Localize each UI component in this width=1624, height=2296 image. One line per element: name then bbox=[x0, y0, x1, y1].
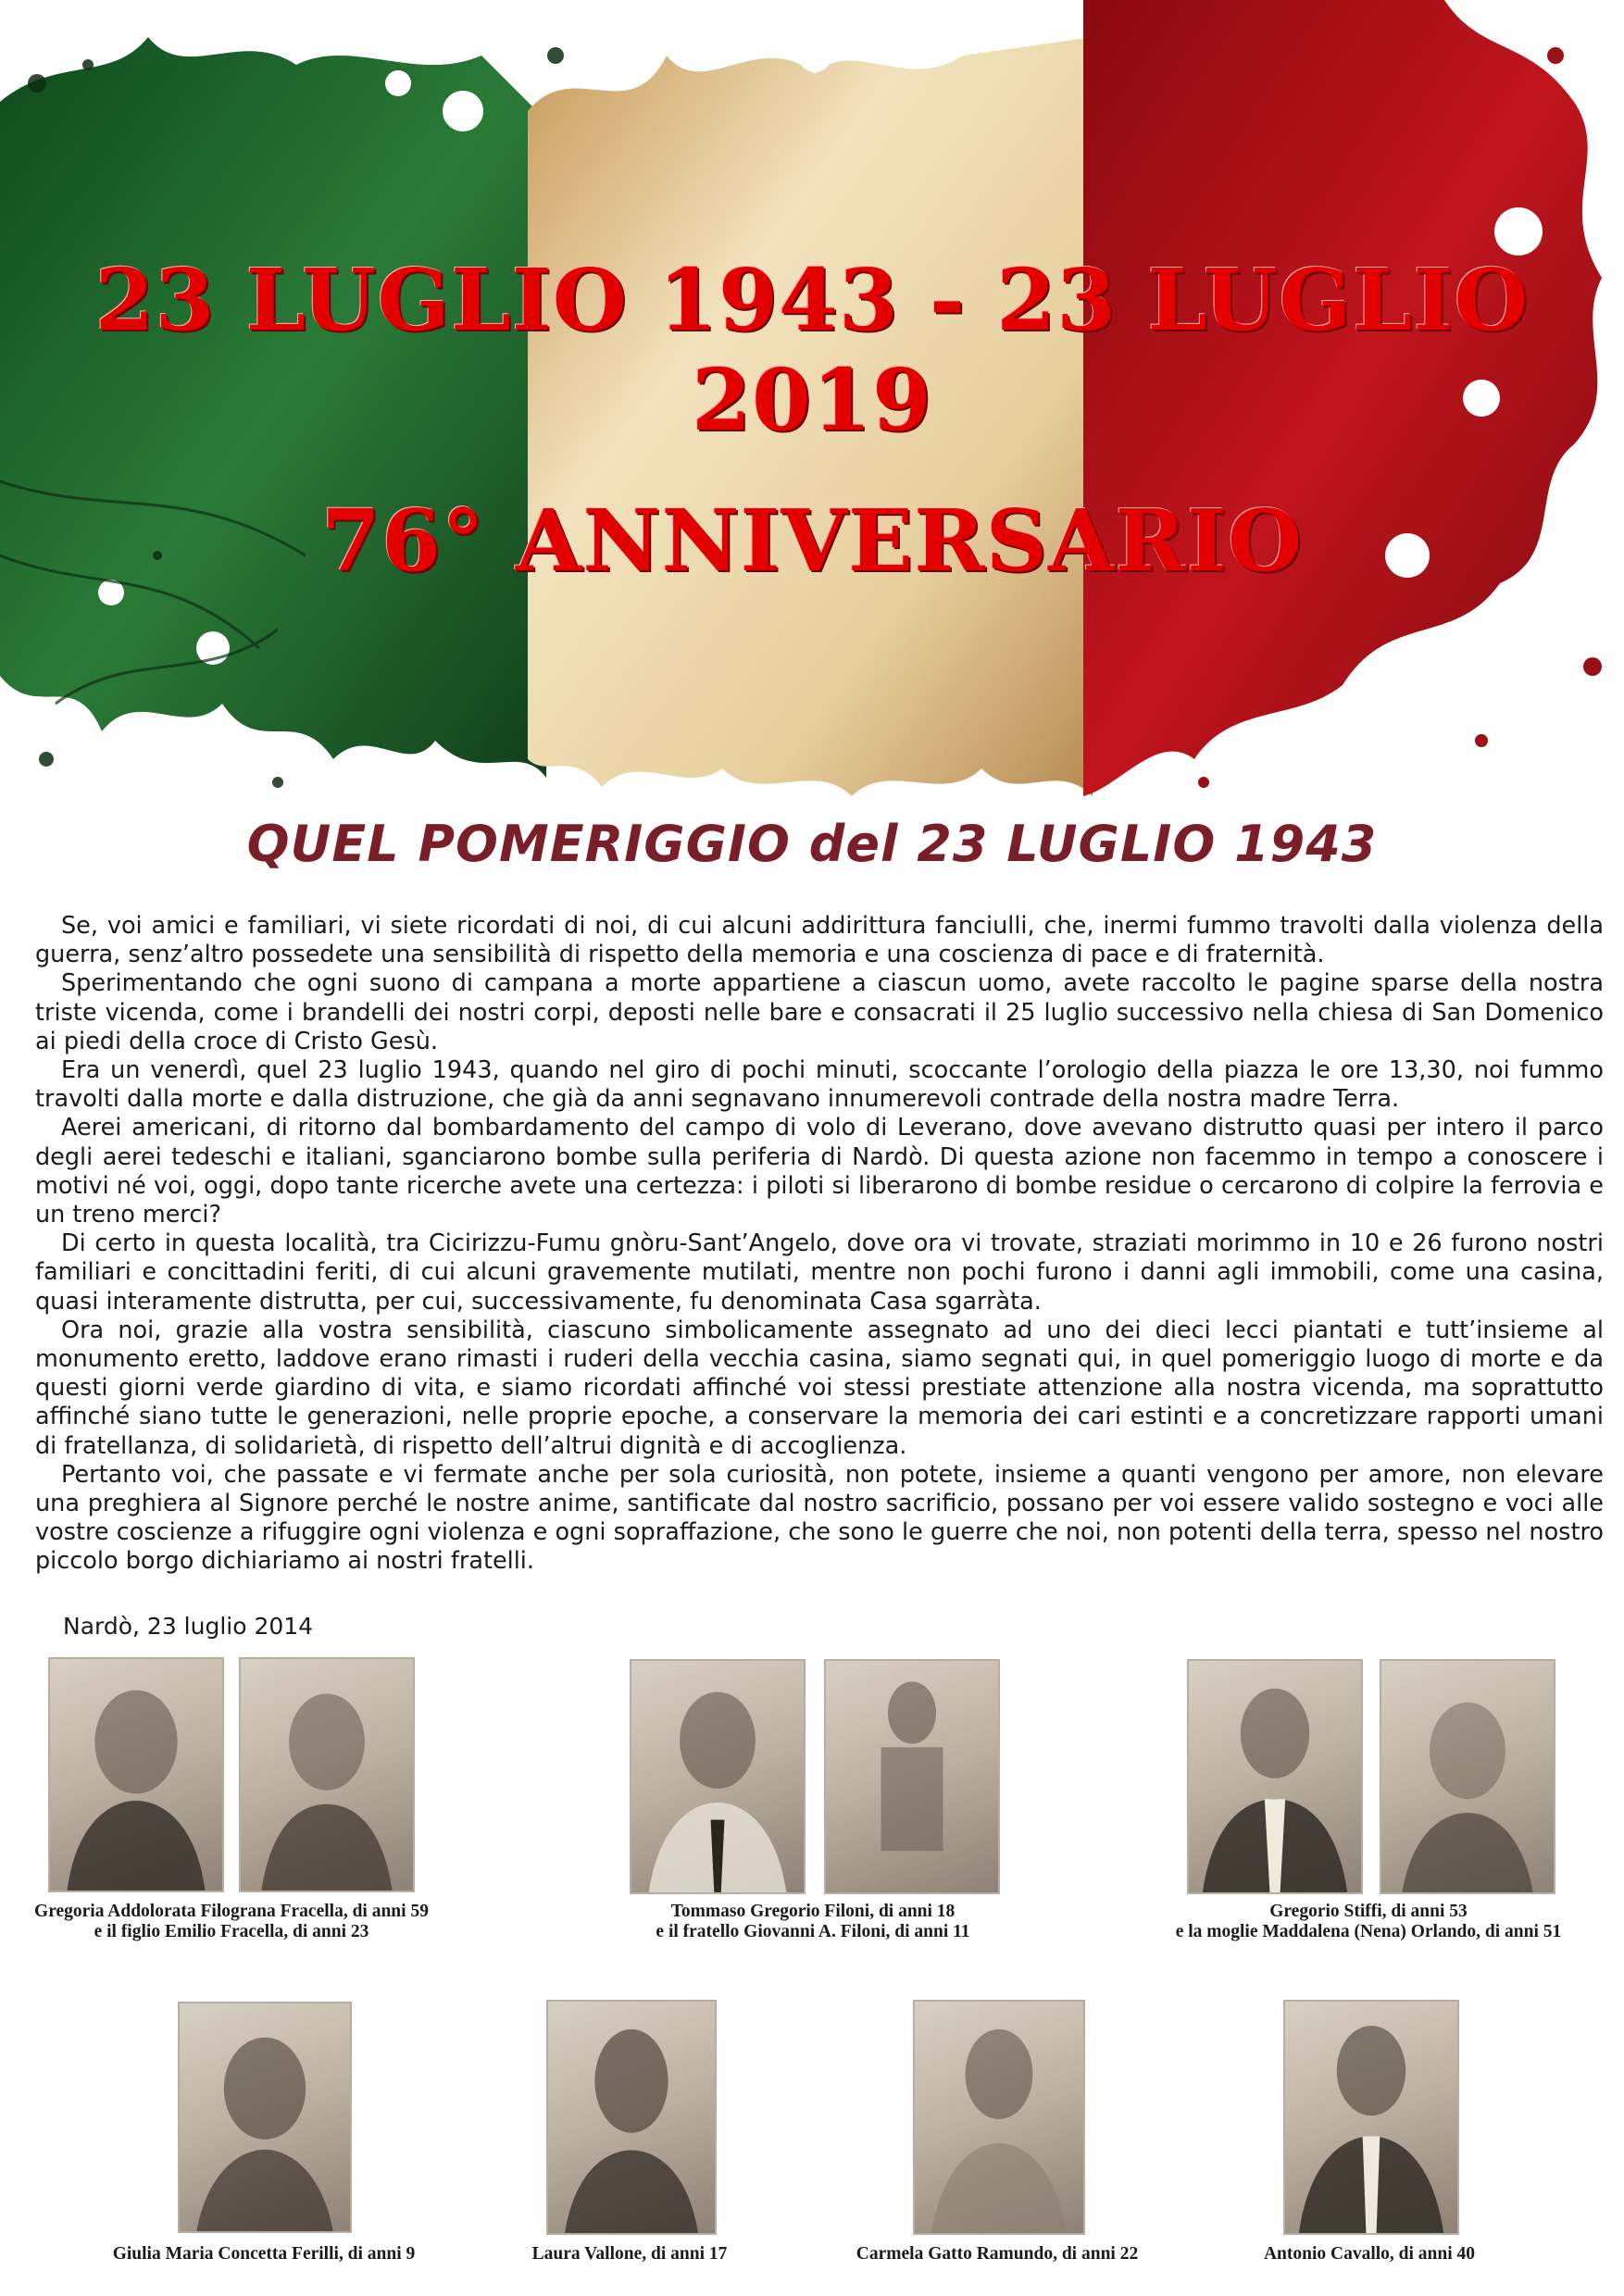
signature-date: Nardò, 23 luglio 2014 bbox=[63, 1613, 314, 1640]
portrait-photo bbox=[1187, 1659, 1363, 1894]
article-paragraph: Sperimentando che ogni suono di campana a morte appartiene a ciascun uomo, avete raccolto le pagine sparse della nostra triste vicenda, come i brandelli dei nostri corpi, deposti nelle bare e consacrati il 25 luglio successivo nella chiesa di San Domenico ai piedi della croce di Cristo Gesù. bbox=[35, 969, 1604, 1055]
victim-caption-line: e il fratello Giovanni A. Filoni, di anni 11 bbox=[656, 1922, 970, 1941]
article-paragraph: Pertanto voi, che passate e vi fermate anche per sola curiosità, non potete, insieme a quanti vengono per amore, non elevare una preghiera al Signore perché le nostre anime, santificate dal nostro sacrificio, possano per voi essere valido sostegno e voci alle vostre coscienze a rifuggire ogni violenza e ogni sopraffazione, che sono le guerre che noi, non potenti della terra, spesso nel nostro piccolo borgo dichiariamo ai nostri fratelli. bbox=[35, 1460, 1604, 1576]
portrait-photo bbox=[913, 2000, 1085, 2235]
article-paragraph: Era un venerdì, quel 23 luglio 1943, quando nel giro di pochi minuti, scoccante l’orologio della piazza le ore 13,30, noi fummo travolti dalla morte e dalla distruzione, che già da anni segnavano innumerevoli contrade della nostra madre Terra. bbox=[35, 1056, 1604, 1114]
article-paragraph: Ora noi, grazie alla vostra sensibilità, ciascuno simbolicamente assegnato ad uno dei dieci lecci piantati e tutt’insieme al monumento eretto, laddove erano rimasti i ruderi della vecchia casina, siamo segnati qui, in quel pomeriggio luogo di morte e da questi giorni verde giardino di vita, e siamo ricordati affinché voi stessi prestiate attenzione alla nostra vicenda, ma soprattutto affinché siano tutte le generazioni, nelle proprie epoche, a conservare la memoria dei cari estinti e a concretizzare rapporti umani di fratellanza, di solidarietà, di rispetto dell’altrui dignità e di accoglienza. bbox=[35, 1316, 1604, 1460]
flag-banner bbox=[0, 0, 1624, 805]
victim-caption bbox=[1137, 1902, 1600, 1942]
victim-caption bbox=[1184, 2244, 1555, 2265]
portrait-photo bbox=[48, 1657, 224, 1892]
victim-caption-line: e il figlio Emilio Fracella, di anni 23 bbox=[94, 1922, 369, 1941]
victim-caption-line: e la moglie Maddalena (Nena) Orlando, di anni 51 bbox=[1175, 1922, 1562, 1941]
victim-caption-line: Laura Vallone, di anni 17 bbox=[531, 2244, 728, 2264]
portrait-photo bbox=[824, 1659, 1000, 1894]
victim-caption bbox=[812, 2244, 1182, 2265]
portrait-photo bbox=[1380, 1659, 1555, 1894]
portrait-photo bbox=[630, 1659, 806, 1894]
victim-caption-line: Giulia Maria Concetta Ferilli, di anni 9 bbox=[112, 2244, 416, 2264]
victim-caption-line: Carmela Gatto Ramundo, di anni 22 bbox=[856, 2244, 1139, 2264]
banner-title-dates: 23 LUGLIO 1943 - 23 LUGLIO 2019 bbox=[94, 250, 1530, 450]
portrait-photo bbox=[239, 1657, 415, 1892]
article-paragraph: Di certo in questa località, tra Cicirizzu-Fumu gnòru-Sant’Angelo, dove ora vi trovate, straziati morimmo in 10 e 26 furono nostri familiari e concittadini feriti, di cui alcuni gravemente mutilati, mentre non pochi furono i danni agli immobili, come una casina, quasi interamente distrutta, per cui, successivamente, fu denominata Casa sgarràta. bbox=[35, 1229, 1604, 1316]
victim-caption-line: Tommaso Gregorio Filoni, di anni 18 bbox=[670, 1902, 956, 1921]
article-heading: QUEL POMERIGGIO del 23 LUGLIO 1943 bbox=[246, 815, 1378, 873]
banner-title-anniversary: 76° ANNIVERSARIO bbox=[320, 491, 1304, 591]
portrait-photo bbox=[178, 2002, 352, 2233]
portrait-photo bbox=[546, 2000, 717, 2235]
victim-caption-line: Gregorio Stiffi, di anni 53 bbox=[1269, 1902, 1468, 1921]
victim-caption bbox=[65, 2244, 463, 2265]
victim-caption-line: Gregoria Addolorata Filograna Fracella, di anni 59 bbox=[34, 1902, 429, 1921]
victim-caption-line: Antonio Cavallo, di anni 40 bbox=[1263, 2244, 1476, 2264]
victim-caption bbox=[581, 1902, 1044, 1942]
article-paragraph: Se, voi amici e familiari, vi siete ricordati di noi, di cui alcuni addirittura fanciulli, che, inermi fummo travolti dalla violenza della guerra, senz’altro possedete una sensibilità di rispetto della memoria e una coscienza di pace e di fraternità. bbox=[35, 912, 1604, 969]
article-body bbox=[35, 912, 1604, 1577]
portrait-photo bbox=[1283, 2000, 1459, 2235]
victim-caption bbox=[0, 1902, 463, 1942]
victim-caption bbox=[444, 2244, 815, 2265]
article-paragraph: Aerei americani, di ritorno dal bombardamento del campo di volo di Leverano, dove avevano distrutto quasi per intero il parco degli aerei tedeschi e italiani, sganciarono bombe sulla periferia di Nardò. Di questa azione non facemmo in tempo a conoscere i motivi né voi, oggi, dopo tante ricerche avete una certezza: i piloti si liberarono di bombe residue o cercarono di colpire la ferrovia e un treno merci? bbox=[35, 1114, 1604, 1229]
